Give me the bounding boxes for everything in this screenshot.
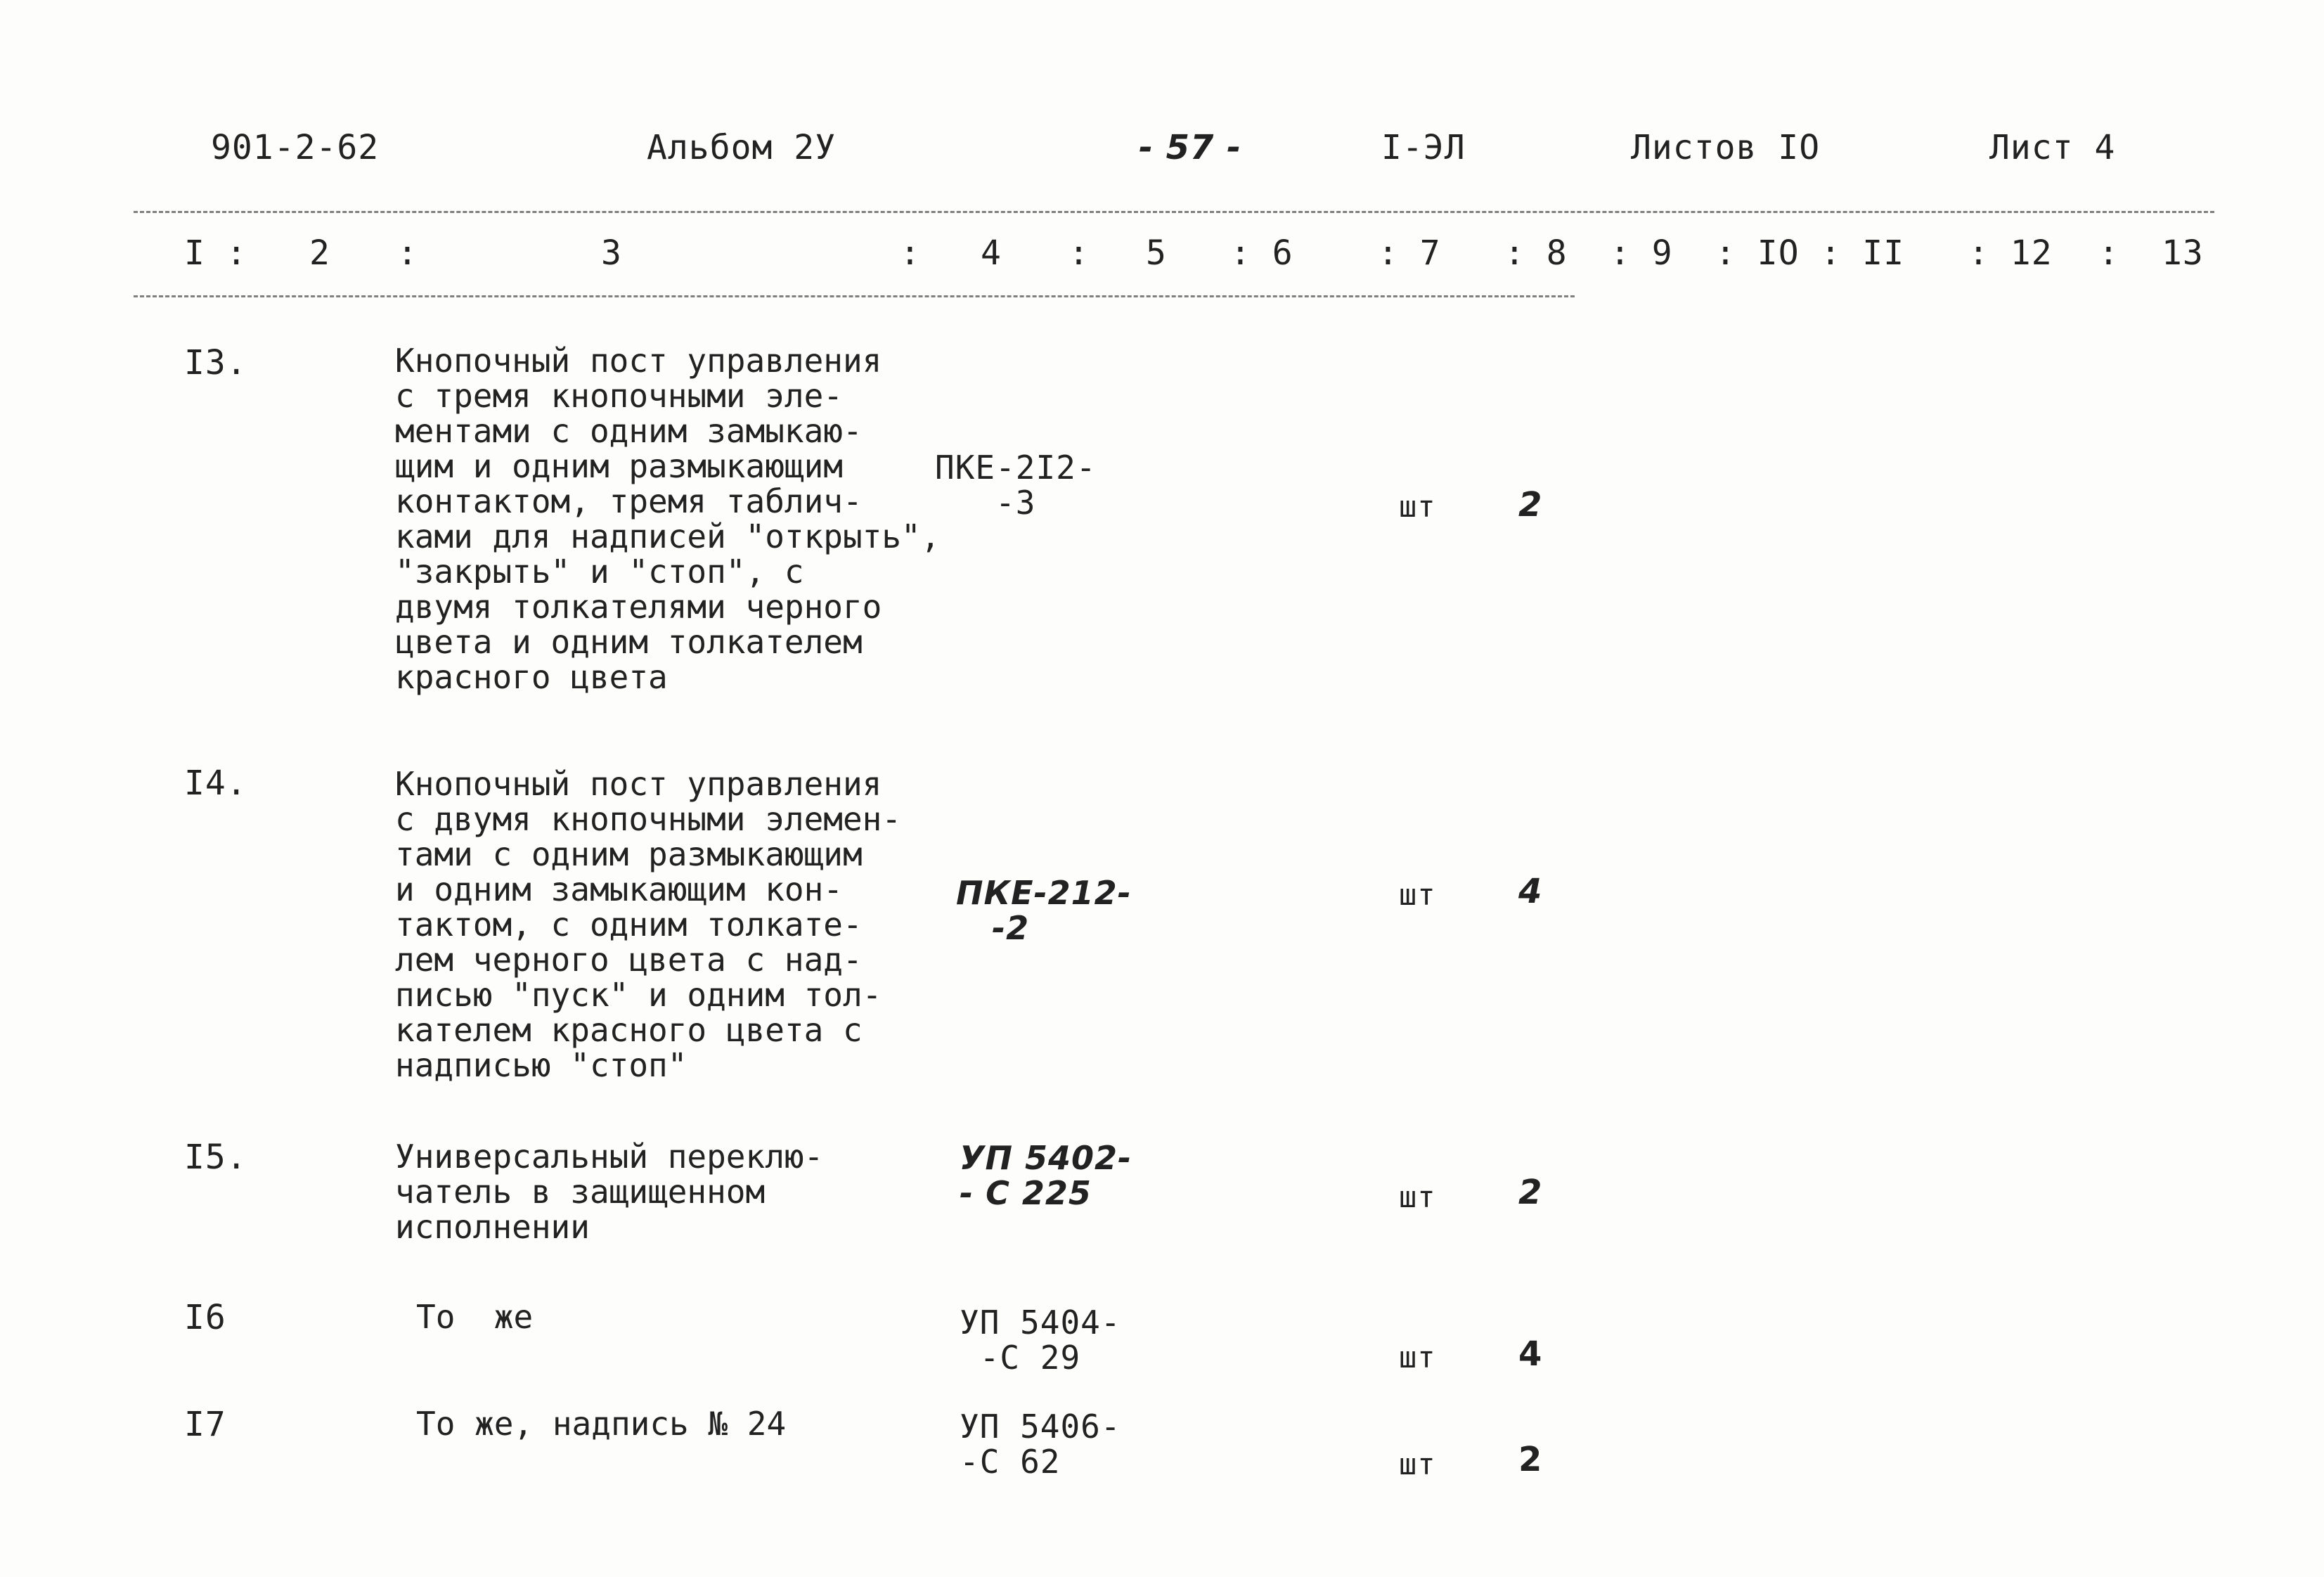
column-2: 2 bbox=[309, 233, 330, 273]
row-code: УП 5406- -С 62 bbox=[960, 1408, 1121, 1481]
row-number: I6 bbox=[184, 1298, 226, 1337]
column-8: : 8 bbox=[1504, 233, 1568, 273]
column-7: : 7 bbox=[1378, 233, 1441, 273]
row-description: То же, надпись № 24 bbox=[416, 1405, 787, 1443]
column-sep: : bbox=[1069, 233, 1090, 273]
column-3: 3 bbox=[601, 233, 622, 273]
row-unit: шт bbox=[1399, 489, 1436, 524]
row-unit: шт bbox=[1399, 1340, 1436, 1375]
row-number: I3. bbox=[184, 343, 247, 382]
column-4: 4 bbox=[981, 233, 1002, 273]
column-10-11: : IO : II bbox=[1715, 233, 1905, 273]
page-number: - 57 - bbox=[1139, 128, 1242, 167]
column-sep: : bbox=[900, 233, 921, 273]
row-quantity: 2 bbox=[1518, 1173, 1543, 1212]
row-description: Кнопочный пост управления с тремя кнопочными эле- ментами с одним замыкаю- щим и одним размыкающим контактом, тремя таблич- ками для надписей "открыть", "закрыть" и "стоп", с двумя толкателями черного цвета и одним толкателем красного цвета bbox=[395, 342, 941, 696]
row-quantity: 2 bbox=[1518, 485, 1543, 524]
row-quantity: 4 bbox=[1518, 872, 1543, 911]
row-description: Универсальный переклю- чатель в защищенном исполнении bbox=[395, 1138, 824, 1246]
column-sep: : bbox=[2098, 233, 2119, 273]
row-code: ПКЕ-2I2- -3 bbox=[935, 449, 1097, 522]
row-number: I5. bbox=[184, 1138, 247, 1177]
column-1: I : bbox=[184, 233, 247, 273]
row-code: УП 5404- -С 29 bbox=[960, 1304, 1121, 1377]
album-label: Альбом 2У bbox=[647, 128, 837, 167]
row-unit: шт bbox=[1399, 1447, 1436, 1481]
row-number: I7 bbox=[184, 1405, 226, 1444]
row-number: I4. bbox=[184, 764, 247, 803]
sheet-number: Лист 4 bbox=[1989, 128, 2116, 167]
sheets-total: Листов IO bbox=[1631, 128, 1821, 167]
column-5: 5 bbox=[1146, 233, 1167, 273]
doc-code: 901-2-62 bbox=[211, 128, 380, 167]
column-9: : 9 bbox=[1610, 233, 1673, 273]
column-sep: : bbox=[397, 233, 418, 273]
row-code: ПКЕ-212- -2 bbox=[956, 874, 1132, 947]
row-unit: шт bbox=[1399, 877, 1436, 912]
row-description: То же bbox=[416, 1298, 534, 1336]
header-rule-bottom bbox=[134, 295, 1575, 297]
column-6: : 6 bbox=[1230, 233, 1293, 273]
row-code: УП 5402- - С 225 bbox=[960, 1139, 1132, 1212]
row-quantity: 4 bbox=[1518, 1334, 1543, 1374]
row-quantity: 2 bbox=[1518, 1440, 1543, 1479]
column-12: : 12 bbox=[1968, 233, 2053, 273]
column-13: 13 bbox=[2162, 233, 2204, 273]
section-code: I-ЭЛ bbox=[1381, 128, 1466, 167]
header-rule-top bbox=[134, 211, 2214, 213]
row-unit: шт bbox=[1399, 1180, 1436, 1214]
row-description: Кнопочный пост управления с двумя кнопочными элемен- тами с одним размыкающим и одним замыкающим кон- тактом, с одним толкате- лем черного цвета с над- писью "пуск" и одним тол- кателем красного цвета с надписью "стоп" bbox=[395, 765, 902, 1084]
